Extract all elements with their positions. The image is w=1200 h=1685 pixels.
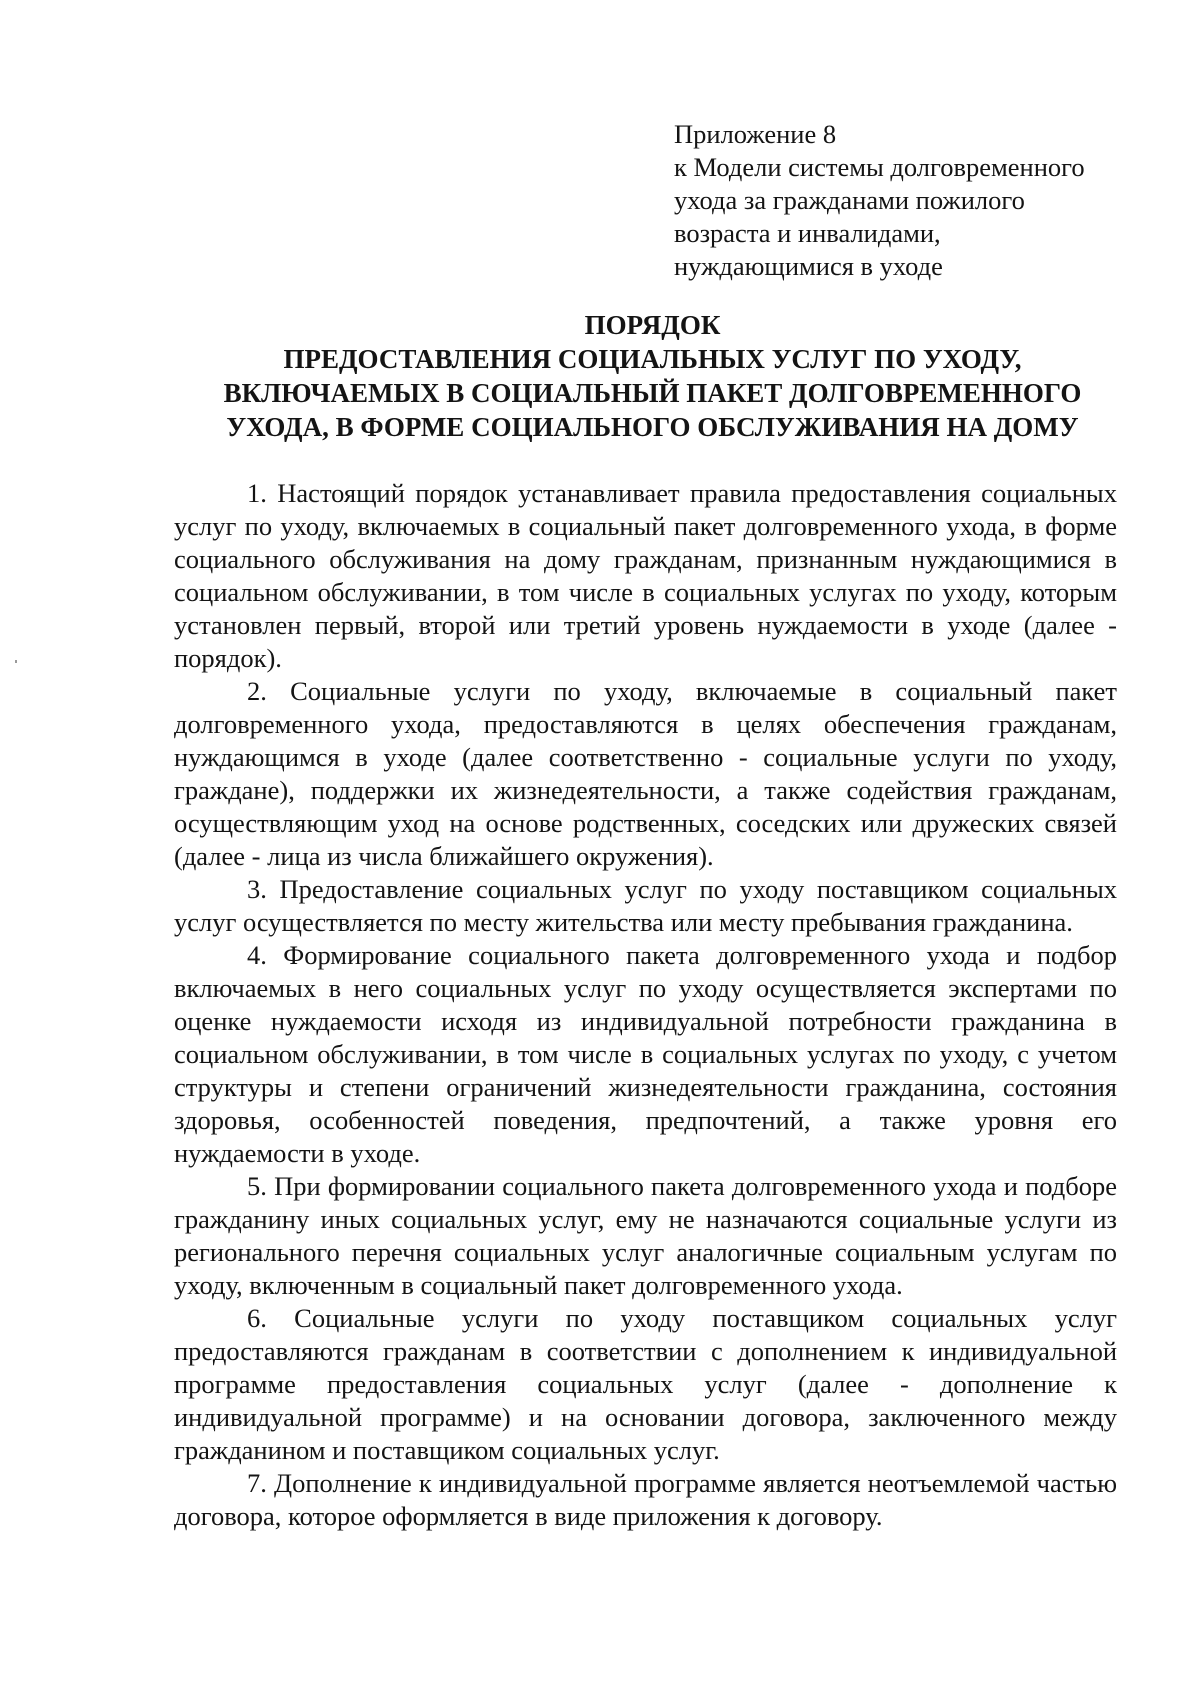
title-line: ВКЛЮЧАЕМЫХ В СОЦИАЛЬНЫЙ ПАКЕТ ДОЛГОВРЕМЕННОГО bbox=[223, 378, 1082, 408]
scan-speck bbox=[15, 660, 17, 663]
document-body bbox=[174, 477, 1117, 1533]
annex-line: ухода за гражданами пожилого bbox=[674, 185, 1025, 215]
paragraph-3: 3. Предоставление социальных услуг по уходу поставщиком социальных услуг осуществляется по месту жительства или месту пребывания гражданина. bbox=[174, 874, 1117, 937]
paragraph-2: 2. Социальные услуги по уходу, включаемые в социальный пакет долговременного ухода, предоставляются в целях обеспечения гражданам, нуждающимся в уходе (далее соответственно - социальные услуги по уходу, граждане), поддержки их жизнедеятельности, а также содействия гражданам, осуществляющим уход на основе родственных, соседских или дружеских связей (далее - лица из числа ближайшего окружения). bbox=[174, 676, 1117, 871]
paragraph-7: 7. Дополнение к индивидуальной программе является неотъемлемой частью договора, которое оформляется в виде приложения к договору. bbox=[174, 1468, 1117, 1531]
paragraph-1: 1. Настоящий порядок устанавливает правила предоставления социальных услуг по уходу, включаемых в социальный пакет долговременного ухода, в форме социального обслуживания на дому гражданам, признанным нуждающимися в социальном обслуживании, в том числе в социальных услугах по уходу, которым установлен первый, второй или третий уровень нуждаемости в уходе (далее - порядок). bbox=[174, 478, 1117, 673]
document-title bbox=[170, 308, 1135, 444]
annex-line: возраста и инвалидами, bbox=[674, 218, 941, 248]
annex-reference bbox=[674, 118, 1154, 283]
annex-line: Приложение 8 bbox=[674, 119, 837, 149]
paragraph-6: 6. Социальные услуги по уходу поставщиком социальных услуг предоставляются гражданам в соответствии с дополнением к индивидуальной программе предоставления социальных услуг (далее - дополнение к индивидуальной программе) и на основании договора, заключенного между гражданином и поставщиком социальных услуг. bbox=[174, 1303, 1117, 1465]
title-line: УХОДА, В ФОРМЕ СОЦИАЛЬНОГО ОБСЛУЖИВАНИЯ НА ДОМУ bbox=[226, 412, 1079, 442]
annex-line: нуждающимися в уходе bbox=[674, 251, 943, 281]
paragraph-5: 5. При формировании социального пакета долговременного ухода и подборе гражданину иных социальных услуг, ему не назначаются социальные услуги из регионального перечня социальных услуг аналогичные социальным услугам по уходу, включенным в социальный пакет долговременного ухода. bbox=[174, 1171, 1117, 1300]
title-line: ПОРЯДОК bbox=[584, 310, 721, 340]
paragraph-4: 4. Формирование социального пакета долговременного ухода и подбор включаемых в него социальных услуг по уходу осуществляется экспертами по оценке нуждаемости исходя из индивидуальной потребности гражданина в социальном обслуживании, в том числе в социальных услугах по уходу, с учетом структуры и степени ограничений жизнедеятельности гражданина, состояния здоровья, особенностей поведения, предпочтений, а также уровня его нуждаемости в уходе. bbox=[174, 940, 1117, 1168]
annex-line: к Модели системы долговременного bbox=[674, 152, 1085, 182]
title-line: ПРЕДОСТАВЛЕНИЯ СОЦИАЛЬНЫХ УСЛУГ ПО УХОДУ, bbox=[283, 344, 1022, 374]
